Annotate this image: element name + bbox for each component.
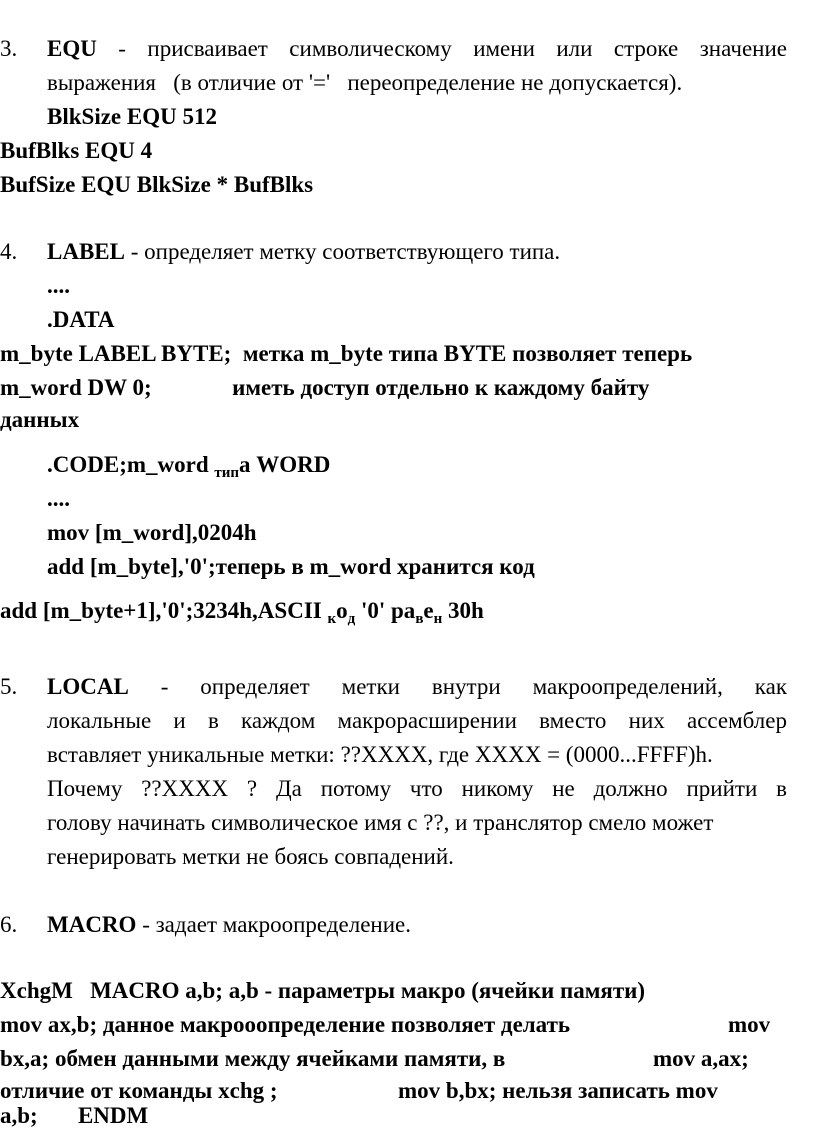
item-4-code-6 bbox=[47, 450, 330, 488]
item-3-line-1-rest: - присваивает символическому имени или строке значение bbox=[96, 36, 787, 61]
item-3-keyword: EQU bbox=[47, 36, 97, 61]
item-6-keyword: MACRO bbox=[47, 912, 137, 937]
item-3-code-3: BufSize EQU BlkSize * BufBlks bbox=[0, 172, 314, 197]
item-6-code-3: bx,a; обмен данными между ячейками памяти, в bbox=[0, 1046, 506, 1071]
item-4-keyword: LABEL bbox=[47, 239, 125, 264]
item-4-code-3: m_byte LABEL BYTE; метка m_byte типа BYTE позволяет теперь bbox=[0, 341, 693, 366]
item-5-keyword: LOCAL bbox=[47, 674, 129, 699]
item-4-code-10-mid-3: е bbox=[423, 598, 434, 623]
item-3-line-1 bbox=[47, 34, 787, 64]
item-5-line-2: локальные и в каждом макрорасширении вместо них ассемблер bbox=[47, 708, 787, 733]
item-6-rest: - задает макроопределение. bbox=[136, 912, 411, 937]
item-6-number: 6. bbox=[0, 912, 18, 937]
item-5-line-1-rest: - определяет метки внутри макроопределений, как bbox=[128, 674, 787, 699]
item-6-code-3b: mov a,ax; bbox=[653, 1046, 749, 1071]
item-5-number: 5. bbox=[0, 674, 18, 699]
item-6-code-1: XchgM MACRO a,b; a,b - параметры макро (ячейки памяти) bbox=[0, 978, 646, 1003]
item-6-code-5: a,b; ENDM bbox=[0, 1103, 149, 1128]
item-4-code-1: .... bbox=[47, 273, 70, 298]
item-4-line-1 bbox=[47, 237, 560, 267]
item-4-code-7: .... bbox=[47, 486, 70, 511]
item-5-line-4: Почему ??XXXX ? Да потому что никому не должно прийти в bbox=[47, 776, 787, 801]
item-4-code-6-a: .CODE;m_word bbox=[47, 452, 215, 477]
item-3-number: 3. bbox=[0, 36, 18, 61]
item-4-code-10-sub-1: к bbox=[327, 611, 337, 627]
item-4-code-10-a: add [m_byte+1],'0';3234h,ASCII bbox=[0, 598, 328, 623]
item-6-code-4b: mov b,bx; нельзя записать mov bbox=[398, 1078, 718, 1103]
item-5-line-6: генерировать метки не боясь совпадений. bbox=[47, 844, 454, 869]
item-4-code-10 bbox=[0, 596, 484, 634]
item-5-line-5: голову начинать символическое имя с ??, и транслятор смело может bbox=[47, 810, 714, 835]
item-4-code-10-sub-3: в bbox=[415, 611, 424, 627]
item-4-code-10-mid-1: о bbox=[336, 598, 348, 623]
item-4-code-9: add [m_byte],'0';теперь в m_word хранится код bbox=[47, 554, 535, 579]
item-4-code-6-sub: тип bbox=[214, 465, 240, 481]
item-3-line-2: выражения (в отличие от '=' переопределение не допускается). bbox=[47, 70, 683, 95]
item-4-code-4: m_word DW 0; иметь доступ отдельно к каждому байту bbox=[0, 375, 650, 400]
item-3-code-2: BufBlks EQU 4 bbox=[0, 138, 153, 163]
item-5-line-1 bbox=[47, 672, 787, 702]
item-4-number: 4. bbox=[0, 239, 18, 264]
item-4-code-2: .DATA bbox=[47, 307, 115, 332]
item-4-rest: - определяет метку соответствующего типа. bbox=[124, 239, 561, 264]
item-4-code-5: данных bbox=[0, 407, 80, 432]
item-4-code-6-b: а WORD bbox=[239, 452, 331, 477]
item-6-code-2b: mov bbox=[728, 1012, 771, 1037]
item-5-line-3: вставляет уникальные метки: ??XXXX, где XXXX = (0000...FFFF)h. bbox=[47, 742, 713, 767]
item-6-line-1 bbox=[47, 910, 411, 940]
item-6-code-2: mov ax,b; данное макрооопределение позволяет делать bbox=[0, 1012, 571, 1037]
item-4-code-10-mid-2: '0' ра bbox=[355, 598, 416, 623]
item-4-code-10-sub-2: д bbox=[347, 611, 356, 627]
item-4-code-8: mov [m_word],0204h bbox=[47, 520, 257, 545]
item-3-code-1: BlkSize EQU 512 bbox=[47, 104, 217, 129]
item-6-code-4a: отличие от команды xchg ; bbox=[0, 1078, 278, 1103]
item-4-code-10-end: 30h bbox=[442, 598, 484, 623]
item-4-code-10-sub-4: н bbox=[433, 611, 443, 627]
